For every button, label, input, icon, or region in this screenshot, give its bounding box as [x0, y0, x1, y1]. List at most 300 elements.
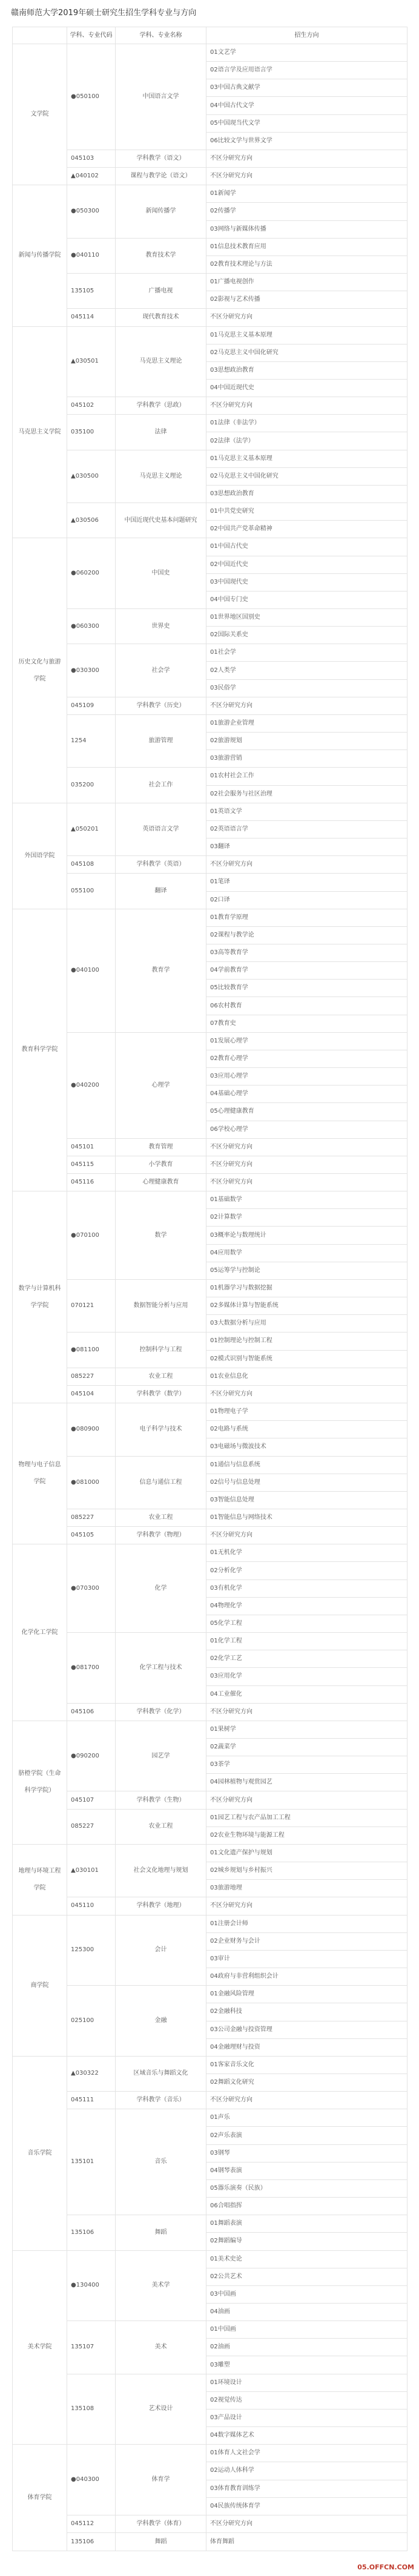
major-name-cell: 翻译 — [116, 874, 206, 909]
major-name-cell: 农业工程 — [116, 1809, 206, 1844]
major-name-cell: 学科教学（生物） — [116, 1791, 206, 1809]
direction-cell: 02社会服务与社区治理 — [206, 785, 407, 803]
direction-cell: 01发展心理学 — [206, 1032, 407, 1050]
table-row — [13, 644, 407, 662]
major-code-cell: 135107 — [67, 2321, 116, 2374]
major-name-cell: 学科教学（历史） — [116, 697, 206, 714]
major-code-cell: 045104 — [67, 1385, 116, 1403]
direction-header: 招生方向 — [206, 27, 407, 44]
direction-cell: 不区分研究方向 — [206, 397, 407, 415]
major-name-cell: 数学 — [116, 1191, 206, 1280]
direction-cell: 03高等教育学 — [206, 944, 407, 961]
table-row — [13, 1721, 407, 1738]
direction-cell: 02模式识别与智能系统 — [206, 1350, 407, 1368]
direction-cell: 05器乐演奏（民族） — [206, 2179, 407, 2197]
table-row — [13, 1791, 407, 1809]
major-code-cell: 045101 — [67, 1138, 116, 1156]
table-row — [13, 909, 407, 926]
direction-cell: 02企业财务与会计 — [206, 1932, 407, 1950]
major-code-cell: 035200 — [67, 768, 116, 803]
table-row — [13, 2056, 407, 2074]
table-row — [13, 2092, 407, 2109]
major-code-cell: 045108 — [67, 856, 116, 874]
major-name-cell: 教育学 — [116, 909, 206, 1032]
table-row — [13, 2109, 407, 2127]
major-code-cell: 045105 — [67, 1527, 116, 1544]
direction-cell: 01体育人文社会学 — [206, 2445, 407, 2462]
direction-cell: 01笔译 — [206, 874, 407, 891]
direction-cell: 04基础心理学 — [206, 1085, 407, 1103]
table-row — [13, 2515, 407, 2532]
major-name-cell: 金融 — [116, 1986, 206, 2057]
college-cell: 物理与电子信息学院 — [13, 1403, 67, 1544]
major-name-cell: 法律 — [116, 415, 206, 450]
direction-cell: 03有机化学 — [206, 1580, 407, 1597]
direction-cell: 03智能信息处理 — [206, 1491, 407, 1509]
table-row — [13, 1633, 407, 1650]
table-row — [13, 768, 407, 785]
direction-cell: 02公共艺术 — [206, 2268, 407, 2285]
direction-cell: 01声乐 — [206, 2109, 407, 2127]
direction-cell: 02传播学 — [206, 203, 407, 220]
direction-cell: 01注册会计师 — [206, 1915, 407, 1932]
major-code-cell: ▲040102 — [67, 168, 116, 185]
direction-cell: 03茶学 — [206, 1756, 407, 1774]
direction-cell: 04应用数学 — [206, 1244, 407, 1262]
direction-cell: 02电路与系统 — [206, 1421, 407, 1438]
major-code-cell: ●040110 — [67, 238, 116, 273]
direction-cell: 02分析化学 — [206, 1562, 407, 1580]
direction-cell: 01舞蹈表演 — [206, 2215, 407, 2233]
direction-cell: 04中国专门史 — [206, 591, 407, 608]
major-name-cell: 学科教学（地理） — [116, 1897, 206, 1915]
direction-cell: 02课程与教学论 — [206, 926, 407, 944]
table-row — [13, 1032, 407, 1050]
college-cell: 文学院 — [13, 44, 67, 185]
direction-cell: 01信息技术教育应用 — [206, 238, 407, 255]
table-row — [13, 803, 407, 820]
direction-cell: 02中国共产党革命精神 — [206, 521, 407, 538]
direction-cell: 03民俗学 — [206, 679, 407, 697]
major-name-cell: 心理健康教育 — [116, 1174, 206, 1191]
direction-cell: 05心理健康教育 — [206, 1103, 407, 1121]
college-cell: 美术学院 — [13, 2250, 67, 2445]
direction-cell: 02信号与信息处理 — [206, 1474, 407, 1491]
direction-cell: 02法律（法学） — [206, 432, 407, 450]
major-name-cell: 农业工程 — [116, 1368, 206, 1385]
major-name-cell: 马克思主义理论 — [116, 450, 206, 502]
direction-cell: 01中国画 — [206, 2321, 407, 2339]
direction-cell: 01法律（非法学） — [206, 415, 407, 432]
direction-cell: 03钢琴 — [206, 2144, 407, 2162]
direction-cell: 01通信与信息系统 — [206, 1456, 407, 1474]
major-code-cell: 035100 — [67, 415, 116, 450]
direction-cell: 02马克思主义中国化研究 — [206, 344, 407, 361]
major-name-cell: 中国史 — [116, 538, 206, 609]
major-code-cell: ▲030500 — [67, 450, 116, 502]
major-name-cell: 电子科学与技术 — [116, 1403, 206, 1456]
direction-cell: 03中国现代史 — [206, 573, 407, 591]
college-cell: 化学化工学院 — [13, 1544, 67, 1721]
major-code-cell: 045103 — [67, 150, 116, 167]
direction-cell: 04政府与非营利组织会计 — [206, 1968, 407, 1986]
table-row — [13, 326, 407, 344]
major-code-cell: 070121 — [67, 1279, 116, 1332]
major-name-cell: 学科教学（思政） — [116, 397, 206, 415]
major-code-cell: 045115 — [67, 1156, 116, 1173]
major-name-cell: 社会工作 — [116, 768, 206, 803]
major-code-cell: 025100 — [67, 1986, 116, 2057]
major-name-cell: 化学工程与技术 — [116, 1633, 206, 1704]
direction-cell: 不区分研究方向 — [206, 1897, 407, 1915]
major-code-cell: ●081100 — [67, 1332, 116, 1368]
college-cell: 教育科学学院 — [13, 909, 67, 1191]
table-row — [13, 2445, 407, 2462]
direction-cell: 05运筹学与控制论 — [206, 1262, 407, 1279]
direction-cell: 02影视与艺术传播 — [206, 291, 407, 309]
direction-cell: 不区分研究方向 — [206, 1385, 407, 1403]
direction-cell: 04数字媒体艺术 — [206, 2427, 407, 2445]
direction-cell: 03旅游营销 — [206, 750, 407, 768]
table-row — [13, 1844, 407, 1862]
direction-cell: 04民族传统体育学 — [206, 2497, 407, 2515]
direction-cell: 02旅游规划 — [206, 733, 407, 750]
major-code-cell: 085227 — [67, 1368, 116, 1385]
direction-cell: 03思想政治教育 — [206, 485, 407, 502]
direction-cell: 不区分研究方向 — [206, 1703, 407, 1721]
major-code-cell: ●130400 — [67, 2250, 116, 2321]
table-row — [13, 415, 407, 432]
table-row — [13, 1191, 407, 1209]
direction-cell: 不区分研究方向 — [206, 2092, 407, 2109]
major-code-cell: ▲030101 — [67, 1844, 116, 1897]
major-name-cell: 数据智能分析与应用 — [116, 1279, 206, 1332]
direction-cell: 01控制理论与控制工程 — [206, 1332, 407, 1350]
direction-cell: 04园林植物与观赏园艺 — [206, 1774, 407, 1791]
table-row — [13, 185, 407, 203]
major-name-cell: 小学教育 — [116, 1156, 206, 1173]
major-code-cell: ●080900 — [67, 1403, 116, 1456]
major-code-cell: 045112 — [67, 2515, 116, 2532]
major-name-cell: 化学 — [116, 1544, 206, 1633]
major-code-cell: ●060200 — [67, 538, 116, 609]
direction-cell: 02口译 — [206, 891, 407, 909]
direction-cell: 04油画 — [206, 2304, 407, 2321]
direction-cell: 02油画 — [206, 2339, 407, 2356]
major-name-cell: 新闻传播学 — [116, 185, 206, 238]
table-row — [13, 714, 407, 732]
major-code-cell: ●040200 — [67, 1032, 116, 1138]
table-row — [13, 1174, 407, 1191]
page-title: 赣南师范大学2019年硕士研究生招生学科专业与方向 — [11, 8, 197, 18]
direction-cell: 05比较教育学 — [206, 980, 407, 997]
table-row — [13, 1156, 407, 1173]
table-row — [13, 44, 407, 62]
major-code-cell: 045114 — [67, 309, 116, 326]
table-row — [13, 697, 407, 714]
direction-cell: 02运动人体科学 — [206, 2462, 407, 2480]
major-code-cell: ▲050201 — [67, 803, 116, 855]
direction-cell: 不区分研究方向 — [206, 1156, 407, 1173]
major-name-cell: 学科教学（化学） — [116, 1703, 206, 1721]
major-name-cell: 美术 — [116, 2321, 206, 2374]
major-code-cell: 135106 — [67, 2533, 116, 2551]
college-cell: 地理与环境工程学院 — [13, 1844, 67, 1915]
major-name-cell: 区域音乐与舞蹈文化 — [116, 2056, 206, 2091]
direction-cell: 不区分研究方向 — [206, 856, 407, 874]
direction-cell: 不区分研究方向 — [206, 309, 407, 326]
direction-cell: 01化学工程 — [206, 1633, 407, 1650]
direction-cell: 不区分研究方向 — [206, 697, 407, 714]
direction-cell: 不区分研究方向 — [206, 150, 407, 167]
major-name-cell: 学科教学（英语） — [116, 856, 206, 874]
direction-cell: 01客家音乐文化 — [206, 2056, 407, 2074]
table-body — [13, 44, 407, 2551]
major-name-cell: 艺术设计 — [116, 2374, 206, 2445]
direction-cell: 03应用化学 — [206, 1668, 407, 1685]
direction-cell: 03网络与新媒体传播 — [206, 220, 407, 238]
direction-cell: 01教育学原理 — [206, 909, 407, 926]
direction-cell: 03旅游地理 — [206, 1880, 407, 1897]
direction-cell: 03雕塑 — [206, 2356, 407, 2374]
direction-cell: 02多媒体计算与智能系统 — [206, 1297, 407, 1315]
major-name-cell: 学科教学（体育） — [116, 2515, 206, 2532]
direction-cell: 04物理化学 — [206, 1597, 407, 1615]
direction-cell: 02城乡规划与乡村振兴 — [206, 1862, 407, 1880]
major-code-cell: 085227 — [67, 1509, 116, 1526]
table-row — [13, 538, 407, 556]
table-row — [13, 1385, 407, 1403]
table-row — [13, 1897, 407, 1915]
direction-cell: 01金融风险管理 — [206, 1986, 407, 2003]
direction-cell: 02视觉传达 — [206, 2391, 407, 2409]
major-name-cell: 广播电视 — [116, 274, 206, 309]
major-name-cell: 学科教学（音乐） — [116, 2092, 206, 2109]
direction-cell: 02化学工艺 — [206, 1650, 407, 1668]
direction-cell: 01园艺工程与农产品加工工程 — [206, 1809, 407, 1827]
major-name-cell: 现代教育技术 — [116, 309, 206, 326]
direction-cell: 03体育教育训练学 — [206, 2480, 407, 2497]
direction-cell: 02农业生物环境与能源工程 — [206, 1827, 407, 1844]
table-row — [13, 1703, 407, 1721]
direction-cell: 02教育心理学 — [206, 1050, 407, 1067]
table-row — [13, 2374, 407, 2391]
table-row — [13, 1809, 407, 1827]
table-row — [13, 1986, 407, 2003]
table-row — [13, 1138, 407, 1156]
direction-cell: 03审计 — [206, 1950, 407, 1968]
direction-cell: 02计算数学 — [206, 1209, 407, 1227]
direction-cell: 02舞蹈文化研究 — [206, 2074, 407, 2091]
college-cell: 外国语学院 — [13, 803, 67, 909]
major-name-cell: 教育管理 — [116, 1138, 206, 1156]
major-header: 学科、专业名称 — [116, 27, 206, 44]
direction-cell: 04学前教育学 — [206, 962, 407, 980]
table-row — [13, 503, 407, 521]
direction-cell: 不区分研究方向 — [206, 1791, 407, 1809]
major-code-cell: ▲030501 — [67, 326, 116, 397]
direction-cell: 05中国现当代文学 — [206, 114, 407, 132]
direction-cell: 03中国古典文献学 — [206, 79, 407, 97]
major-name-cell: 旅游管理 — [116, 714, 206, 767]
direction-cell: 01基础数学 — [206, 1191, 407, 1209]
college-cell: 历史文化与旅游学院 — [13, 538, 67, 803]
direction-cell: 02人类学 — [206, 662, 407, 679]
major-code-cell: 135101 — [67, 2109, 116, 2215]
major-name-cell: 社会文化地理与规划 — [116, 1844, 206, 1897]
major-code-cell: 045102 — [67, 397, 116, 415]
direction-cell: 01环境设计 — [206, 2374, 407, 2391]
college-cell: 马克思主义学院 — [13, 326, 67, 538]
major-name-cell: 音乐 — [116, 2109, 206, 2215]
direction-cell: 不区分研究方向 — [206, 2515, 407, 2532]
major-name-cell: 控制科学与工程 — [116, 1332, 206, 1368]
direction-cell: 01英语文学 — [206, 803, 407, 820]
direction-cell: 01世界地区国别史 — [206, 609, 407, 627]
major-name-cell: 学科教学（物理） — [116, 1527, 206, 1544]
college-cell: 脐橙学院（生命科学学院） — [13, 1721, 67, 1844]
direction-cell: 02英语语言学 — [206, 820, 407, 838]
major-code-cell: 125300 — [67, 1915, 116, 1986]
table-row — [13, 1279, 407, 1297]
major-name-cell: 教育技术学 — [116, 238, 206, 273]
direction-cell: 01果树学 — [206, 1721, 407, 1738]
direction-cell: 01美术史论 — [206, 2250, 407, 2268]
major-name-cell: 心理学 — [116, 1032, 206, 1138]
table-row — [13, 1456, 407, 1474]
college-header — [13, 27, 67, 44]
major-code-cell: ●060300 — [67, 609, 116, 644]
major-code-cell: 1254 — [67, 714, 116, 767]
major-name-cell: 学科教学（语文） — [116, 150, 206, 167]
major-name-cell: 农业工程 — [116, 1509, 206, 1526]
direction-cell: 03公司金融与投资管理 — [206, 2021, 407, 2038]
direction-cell: 04工业催化 — [206, 1685, 407, 1703]
direction-cell: 03中国画 — [206, 2285, 407, 2303]
table-row — [13, 1332, 407, 1350]
direction-cell: 01新闻学 — [206, 185, 407, 203]
major-name-cell: 园艺学 — [116, 1721, 206, 1791]
major-code-cell: ●030300 — [67, 644, 116, 697]
college-cell: 数学与计算机科学学院 — [13, 1191, 67, 1403]
direction-cell: 01农业信息化 — [206, 1368, 407, 1385]
direction-cell: 01物理电子学 — [206, 1403, 407, 1421]
college-cell: 音乐学院 — [13, 2056, 67, 2250]
table-row — [13, 150, 407, 167]
direction-cell: 03概率论与数理统计 — [206, 1227, 407, 1244]
direction-cell: 03产品设计 — [206, 2409, 407, 2426]
major-name-cell: 英语语言文学 — [116, 803, 206, 855]
direction-cell: 03翻译 — [206, 838, 407, 856]
direction-cell: 01无机化学 — [206, 1544, 407, 1562]
college-cell: 体育学院 — [13, 2445, 67, 2551]
table-row — [13, 2215, 407, 2233]
program-table — [12, 27, 407, 2551]
direction-cell: 03思想政治教育 — [206, 361, 407, 379]
direction-cell: 02舞蹈编导 — [206, 2233, 407, 2250]
code-header: 学科、专业代码 — [67, 27, 116, 44]
major-name-cell: 舞蹈 — [116, 2533, 206, 2551]
major-name-cell: 体育学 — [116, 2445, 206, 2515]
direction-cell: 01智能信息与网络技术 — [206, 1509, 407, 1526]
major-code-cell: 045111 — [67, 2092, 116, 2109]
direction-cell: 06合唱指挥 — [206, 2198, 407, 2215]
major-name-cell: 社会学 — [116, 644, 206, 697]
direction-cell: 01社会学 — [206, 644, 407, 662]
table-row — [13, 1368, 407, 1385]
major-name-cell: 舞蹈 — [116, 2215, 206, 2250]
major-name-cell: 会计 — [116, 1915, 206, 1986]
direction-cell: 不区分研究方向 — [206, 1138, 407, 1156]
table-row — [13, 856, 407, 874]
direction-cell: 02语言学及应用语言学 — [206, 62, 407, 79]
major-code-cell: 135108 — [67, 2374, 116, 2445]
direction-cell: 03应用心理学 — [206, 1068, 407, 1085]
direction-cell: 05化学工程 — [206, 1615, 407, 1632]
table-row — [13, 1915, 407, 1932]
major-code-cell: ●040300 — [67, 2445, 116, 2515]
direction-cell: 02教育技术理论与方法 — [206, 255, 407, 273]
table-row — [13, 274, 407, 291]
direction-cell: 04钢琴表演 — [206, 2162, 407, 2179]
direction-cell: 04金融理财与投资 — [206, 2038, 407, 2056]
direction-cell: 02蔬菜学 — [206, 1739, 407, 1756]
major-code-cell: ●050100 — [67, 44, 116, 150]
major-code-cell: ●081000 — [67, 1456, 116, 1509]
major-code-cell: 045106 — [67, 1703, 116, 1721]
major-name-cell: 信息与通信工程 — [116, 1456, 206, 1509]
major-code-cell: ●050300 — [67, 185, 116, 238]
direction-cell: 04中国近现代史 — [206, 379, 407, 397]
direction-cell: 06比较文学与世界文学 — [206, 132, 407, 150]
major-name-cell: 美术学 — [116, 2250, 206, 2321]
table-row — [13, 2250, 407, 2268]
direction-cell: 04中国古代文学 — [206, 97, 407, 114]
table-row — [13, 1544, 407, 1562]
direction-cell: 03电磁场与微波技术 — [206, 1438, 407, 1456]
college-cell: 新闻与传播学院 — [13, 185, 67, 326]
major-code-cell: 045109 — [67, 697, 116, 714]
direction-cell: 01中共党史研究 — [206, 503, 407, 521]
major-code-cell: ●070100 — [67, 1191, 116, 1280]
major-code-cell: ●090200 — [67, 1721, 116, 1791]
major-code-cell: ●070300 — [67, 1544, 116, 1633]
major-name-cell: 学科教学（数学） — [116, 1385, 206, 1403]
direction-cell: 02声乐表演 — [206, 2127, 407, 2144]
major-code-cell: 045107 — [67, 1791, 116, 1809]
major-code-cell: 135106 — [67, 2215, 116, 2250]
table-row — [13, 1403, 407, 1421]
major-name-cell: 中国语言文学 — [116, 44, 206, 150]
direction-cell: 不区分研究方向 — [206, 1174, 407, 1191]
major-code-cell: ●081700 — [67, 1633, 116, 1704]
direction-cell: 01马克思主义基本原理 — [206, 326, 407, 344]
table-row — [13, 609, 407, 627]
direction-cell: 不区分研究方向 — [206, 1527, 407, 1544]
direction-cell: 01文艺学 — [206, 44, 407, 62]
table-row — [13, 309, 407, 326]
table-row — [13, 2321, 407, 2339]
major-code-cell: 085227 — [67, 1809, 116, 1844]
direction-cell: 01马克思主义基本原理 — [206, 450, 407, 467]
direction-cell: 06学校心理学 — [206, 1121, 407, 1138]
direction-cell: 03大数据分析与应用 — [206, 1315, 407, 1332]
major-name-cell: 课程与教学论（语文） — [116, 168, 206, 185]
college-cell: 商学院 — [13, 1915, 67, 2056]
major-code-cell: ▲030506 — [67, 503, 116, 538]
direction-cell: 01旅游企业管理 — [206, 714, 407, 732]
direction-cell: 01中国古代史 — [206, 538, 407, 556]
